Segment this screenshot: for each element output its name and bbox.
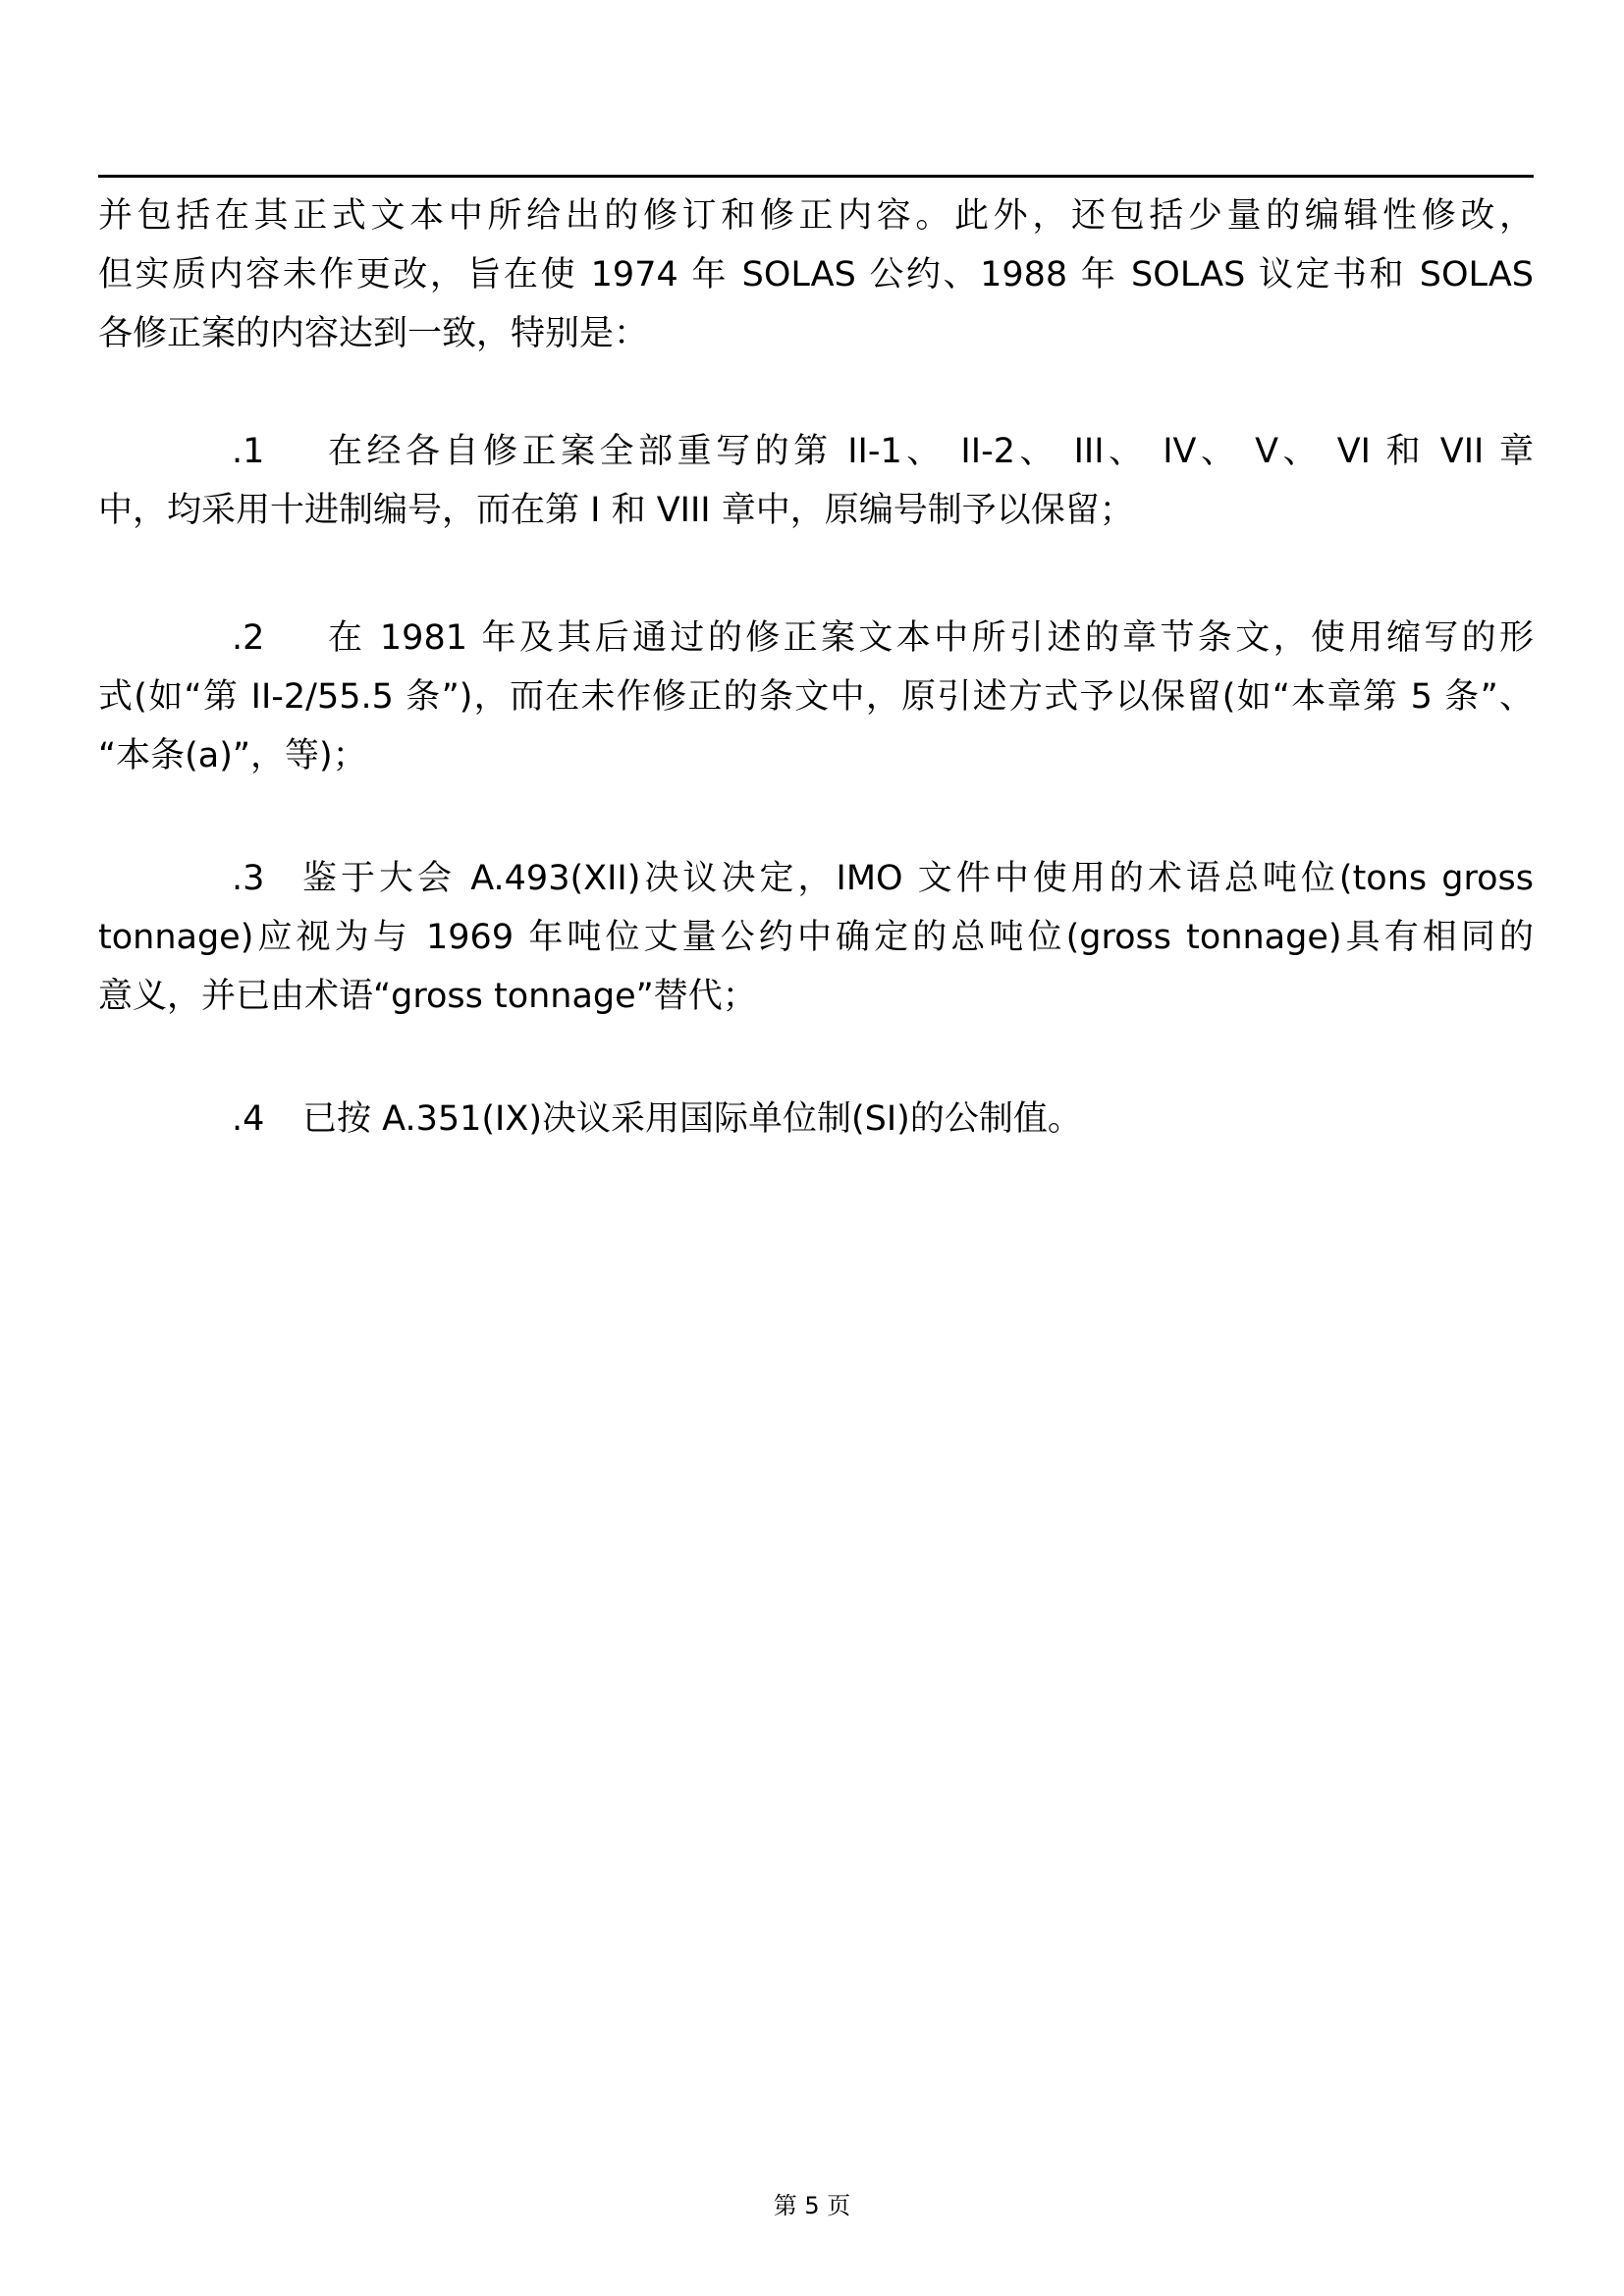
- item-text: “本条(a)”，等)；: [98, 736, 367, 775]
- list-item: [98, 1090, 1534, 1148]
- list-item: [98, 609, 1534, 785]
- item-number: .1: [232, 432, 265, 471]
- intro-paragraph: [98, 187, 1534, 363]
- intro-line: 各修正案的内容达到一致，特别是：: [98, 314, 649, 353]
- item-text: 鉴于大会 A.493(XII)决议决定，IMO 文件中使用的术语总吨位(tons gross: [302, 859, 1534, 898]
- header-rule: [98, 175, 1534, 178]
- item-text: tonnage)应视为与 1969 年吨位丈量公约中确定的总吨位(gross tonnage)具有相同的: [98, 918, 1534, 957]
- page-number: 第 5 页: [773, 2192, 851, 2219]
- item-text: 已按 A.351(IX)决议采用国际单位制(SI)的公制值。: [302, 1099, 1082, 1139]
- item-text: 式(如“第 II-2/55.5 条”)，而在未作修正的条文中，原引述方式予以保留(如“本章第 5 条”、: [98, 677, 1534, 717]
- intro-line: 但实质内容未作更改，旨在使 1974 年 SOLAS 公约、1988 年 SOLAS 议定书和 SOLAS: [98, 255, 1534, 294]
- item-number: .4: [232, 1099, 265, 1139]
- item-text: 在经各自修正案全部重写的第 II-1、 II-2、 III、 IV、 V、 VI 和 VII 章: [328, 432, 1534, 471]
- list-item: [98, 422, 1534, 540]
- document-body: [98, 187, 1534, 1139]
- item-number: .3: [232, 859, 265, 898]
- item-text: 在 1981 年及其后通过的修正案文本中所引述的章节条文，使用缩写的形: [328, 618, 1534, 658]
- item-number: .2: [232, 618, 265, 658]
- item-text: 中，均采用十进制编号，而在第 I 和 VIII 章中，原编号制予以保留；: [98, 491, 1134, 530]
- list-item: [98, 849, 1534, 1026]
- intro-line: 并包括在其正式文本中所给出的修订和修正内容。此外，还包括少量的编辑性修改，: [98, 196, 1534, 236]
- item-text: 意义，并已由术语“gross tonnage”替代；: [98, 977, 757, 1016]
